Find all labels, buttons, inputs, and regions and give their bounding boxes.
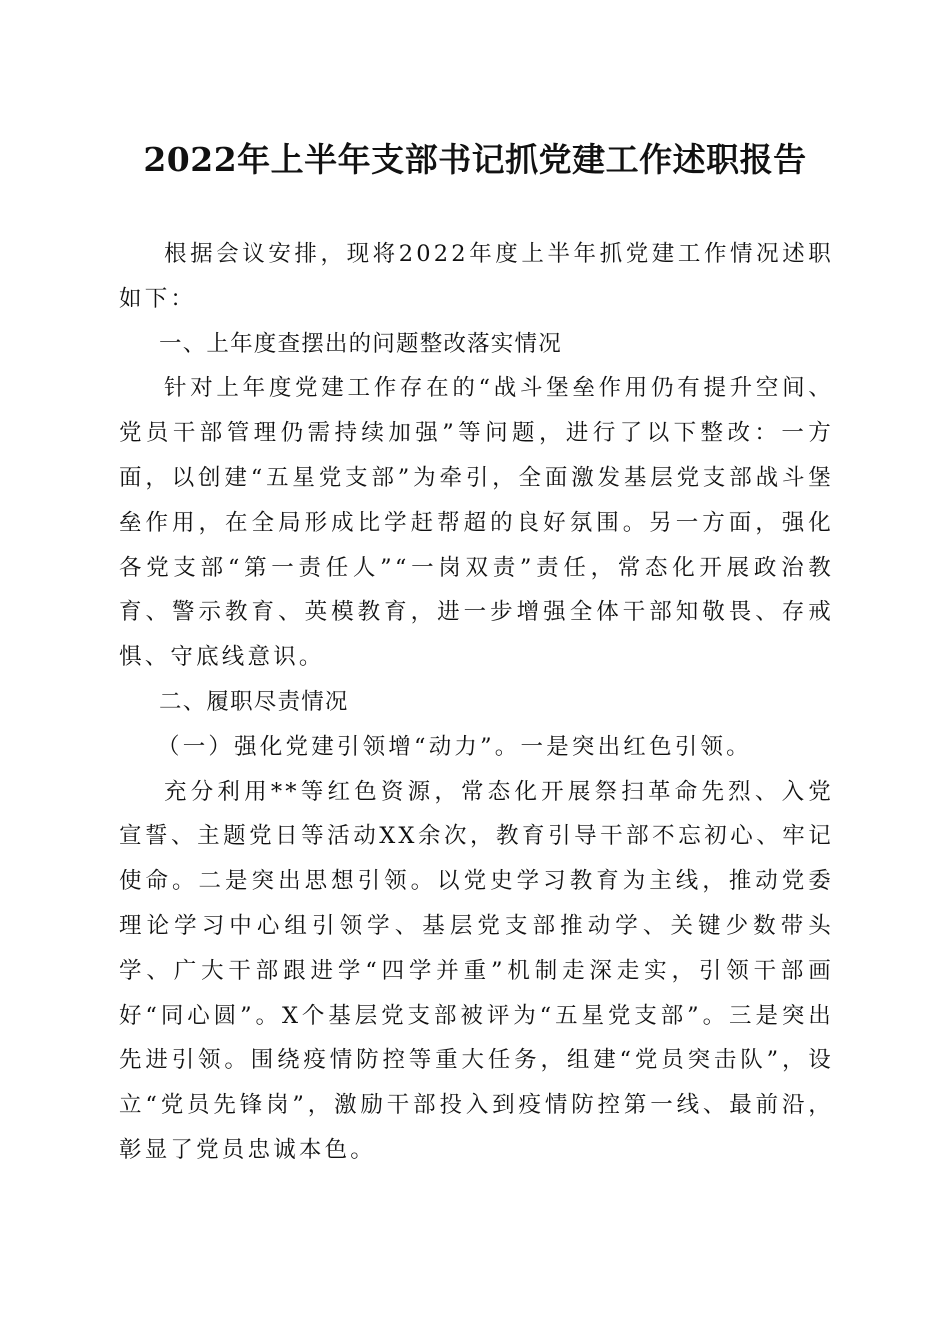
section2-paragraph: 充分利用**等红色资源，常态化开展祭扫革命先烈、入党宣誓、主题党日等活动XX余次，教育引导干部不忘初心、牢记使命。二是突出思想引领。以党史学习教育为主线，推动党委理论学习中心组引领学、基层党支部推动学、关键少数带头学、广大干部跟进学“四学并重”机制走深走实，引领干部画好“同心圆”。X个基层党支部被评为“五星党支部”。三是突出先进引领。围绕疫情防控等重大任务，组建“党员突击队”，设立“党员先锋岗”，激励干部投入到疫情防控第一线、最前沿，彰显了党员忠诚本色。: [119, 778, 834, 1163]
document-body: [119, 232, 834, 1173]
section1-heading: 一、上年度查摆出的问题整改落实情况: [159, 330, 562, 357]
section2-subheading: （一）强化党建引领增“动力”。一是突出红色引领。: [157, 733, 752, 760]
section1-paragraph: 针对上年度党建工作存在的“战斗堡垒作用仍有提升空间、党员干部管理仍需持续加强”等问题，进行了以下整改：一方面，以创建“五星党支部”为牵引，全面激发基层党支部战斗堡垒作用，在全局形成比学赶帮超的良好氛围。另一方面，强化各党支部“第一责任人”“一岗双责”责任，常态化开展政治教育、警示教育、英模教育，进一步增强全体干部知敬畏、存戒惧、守底线意识。: [119, 375, 834, 671]
section2-heading: 二、履职尽责情况: [159, 688, 349, 715]
intro-paragraph: 根据会议安排，现将2022年度上半年抓党建工作情况述职如下：: [119, 241, 834, 312]
document-title: 2022年上半年支部书记抓党建工作述职报告: [143, 140, 807, 179]
